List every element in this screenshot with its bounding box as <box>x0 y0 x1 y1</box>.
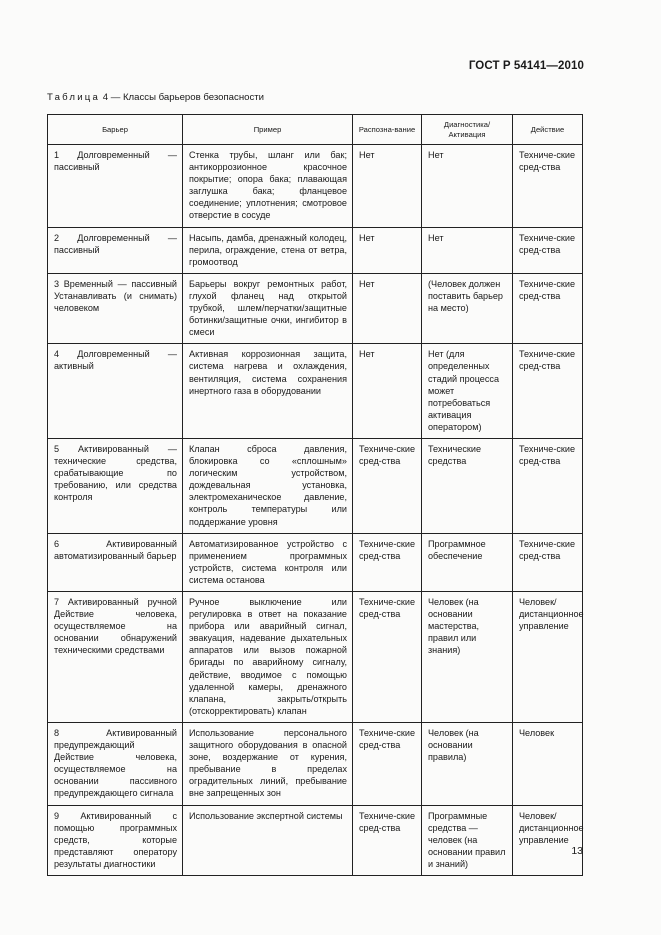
diagnostics-cell: (Человек должен поставить барьер на место) <box>422 273 513 343</box>
table-caption <box>47 92 264 103</box>
recognition-cell: Техниче-ские сред-ства <box>353 805 422 875</box>
example-cell: Использование персонального защитного оборудования в опасной зоне, воздержание от курения, пребывание в пределах оградительных линий, пребывание вне запрещенных зон <box>183 722 353 805</box>
example-cell: Активная коррозионная защита, система нагрева и охлаждения, вентиляция, система сохранения инертного газа в оборудовании <box>183 344 353 439</box>
table-header-row <box>48 115 583 145</box>
recognition-cell: Нет <box>353 227 422 273</box>
table-row <box>48 533 583 591</box>
diagnostics-cell: Нет (для определенных стадий процесса может потребоваться активация оператором) <box>422 344 513 439</box>
table-row <box>48 722 583 805</box>
caption-number: 4 <box>102 92 109 103</box>
recognition-cell: Техниче-ские сред-ства <box>353 533 422 591</box>
barrier-classes-table <box>47 114 583 876</box>
action-cell: Техниче-ские сред-ства <box>513 227 583 273</box>
recognition-cell: Нет <box>353 344 422 439</box>
diagnostics-cell: Человек (на основании правила) <box>422 722 513 805</box>
barrier-cell: 1 Долговременный — пассивный <box>48 145 183 228</box>
barrier-cell: 2 Долговременный — пассивный <box>48 227 183 273</box>
example-cell: Стенка трубы, шланг или бак; антикоррозионное красочное покрытие; опора бака; плавающая заглушка бака; фланцевое соединение; уплотнения; смотровое отверстие в сосуде <box>183 145 353 228</box>
action-cell: Техниче-ские сред-ства <box>513 344 583 439</box>
example-cell: Барьеры вокруг ремонтных работ, глухой фланец над открытой трубкой, шлем/перчатки/защитные ботинки/защитные очки, ингибитор в смеси <box>183 273 353 343</box>
example-cell: Насыпь, дамба, дренажный колодец, перила, ограждение, стена от ветра, громоотвод <box>183 227 353 273</box>
table-row <box>48 145 583 228</box>
example-cell: Ручное выключение или регулировка в ответ на показание прибора или аварийный сигнал, эвакуация, надевание дыхательных аппаратов или вызов пожарной бригады по аварийному сигналу, действие, вводимое с помощью удаленной камеры, дренажного клапана, закрыть/открыть (отскорректировать) клапан <box>183 592 353 723</box>
caption-text: — Классы барьеров безопасности <box>110 92 265 103</box>
table-row <box>48 344 583 439</box>
barrier-cell: 4 Долговременный — активный <box>48 344 183 439</box>
table-row <box>48 805 583 875</box>
recognition-cell: Нет <box>353 145 422 228</box>
diagnostics-cell: Человек (на основании мастерства, правил или знания) <box>422 592 513 723</box>
recognition-cell: Техниче-ские сред-ства <box>353 722 422 805</box>
recognition-cell: Техниче-ские сред-ства <box>353 438 422 533</box>
column-header-example: Пример <box>183 115 353 145</box>
diagnostics-cell: Технические средства <box>422 438 513 533</box>
table-row <box>48 592 583 723</box>
action-cell: Техниче-ские сред-ства <box>513 145 583 228</box>
barrier-cell: 9 Активированный с помощью программных средств, которые представляют оператору результаты диагностики <box>48 805 183 875</box>
barrier-cell: 3 Временный — пассивный Устанавливать (и снимать) человеком <box>48 273 183 343</box>
example-cell: Использование экспертной системы <box>183 805 353 875</box>
caption-word: Таблица <box>47 92 101 103</box>
table-row <box>48 438 583 533</box>
column-header-action: Действие <box>513 115 583 145</box>
diagnostics-cell: Нет <box>422 145 513 228</box>
table-row <box>48 227 583 273</box>
action-cell: Техниче-ские сред-ства <box>513 533 583 591</box>
column-header-recognition: Распозна-вание <box>353 115 422 145</box>
recognition-cell: Нет <box>353 273 422 343</box>
column-header-barrier: Барьер <box>48 115 183 145</box>
example-cell: Клапан сброса давления, блокировка со «сплошным» логическим устройством, дождевальная установка, электромеханическое давление, контроль температуры или поддержание уровня <box>183 438 353 533</box>
action-cell: Человек <box>513 722 583 805</box>
action-cell: Человек/ дистанционное управление <box>513 592 583 723</box>
barrier-cell: 7 Активированный ручной Действие человека, осуществляемое на основании обнаружений техническими средствами <box>48 592 183 723</box>
page-number: 13 <box>571 845 583 857</box>
barrier-cell: 8 Активированный предупреждающий Действие человека, осуществляемое на основании пассивного предупреждающего сигнала <box>48 722 183 805</box>
recognition-cell: Техниче-ские сред-ства <box>353 592 422 723</box>
diagnostics-cell: Программное обеспечение <box>422 533 513 591</box>
diagnostics-cell: Программные средства — человек (на основании правил и знаний) <box>422 805 513 875</box>
barrier-cell: 5 Активированный — технические средства, срабатывающие по требованию, или средства контроля <box>48 438 183 533</box>
document-id: ГОСТ Р 54141—2010 <box>468 60 584 72</box>
action-cell: Человек/ дистанционное управление <box>513 805 583 875</box>
column-header-diagnostics: Диагностика/ Активация <box>422 115 513 145</box>
example-cell: Автоматизированное устройство с применением программных устройств, система контроля или система останова <box>183 533 353 591</box>
barrier-cell: 6 Активированный автоматизированный барьер <box>48 533 183 591</box>
action-cell: Техниче-ские сред-ства <box>513 438 583 533</box>
diagnostics-cell: Нет <box>422 227 513 273</box>
action-cell: Техниче-ские сред-ства <box>513 273 583 343</box>
table-row <box>48 273 583 343</box>
